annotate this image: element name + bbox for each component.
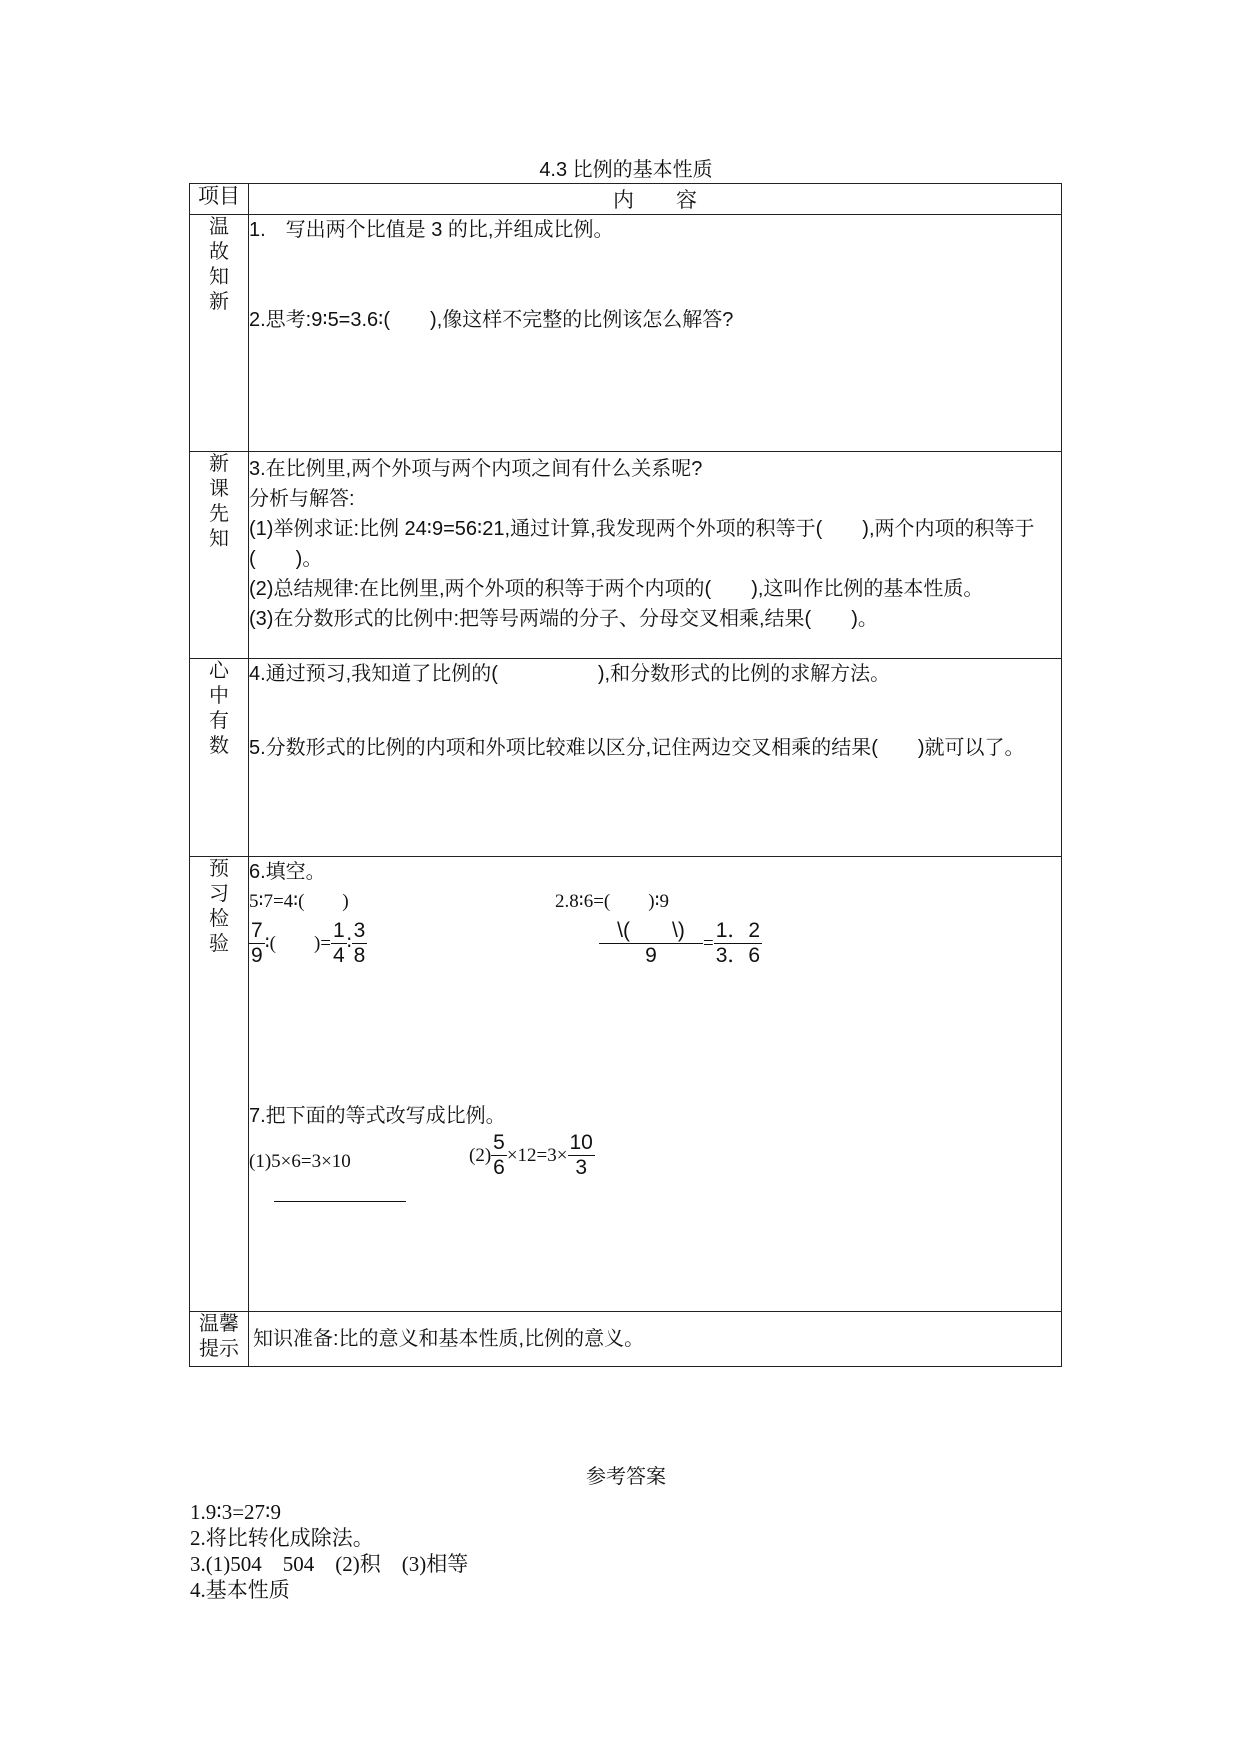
header-content: 内 容 (249, 184, 1062, 215)
exercise-6-4: $\frac{\backslash( \backslash)}{9}$ = $\frac{1.2}{3.6}$ (599, 919, 762, 968)
answer-blank-line (274, 1201, 406, 1202)
content-mind (249, 659, 1062, 857)
fraction-3-8: $\frac{3}{8}$ (353, 919, 366, 967)
page-title: 4.3 比例的基本性质 (539, 159, 713, 181)
exercise-7-1: (1)5×6=3×10 (249, 1151, 351, 1172)
label-preview: 新课先知 (190, 452, 249, 659)
answers-title: 参考答案 (586, 1466, 666, 1488)
question-6: 6.填空。 (249, 861, 326, 883)
question-1: 1. 写出两个比值是 3 的比,并组成比例。 (249, 219, 614, 241)
content-check (249, 857, 1062, 1312)
content-preview (249, 452, 1062, 659)
question-2: 2.思考:9∶5=3.6∶( ),像这样不完整的比例该怎么解答? (249, 309, 734, 331)
fraction-blank-9: $\frac{\backslash( \backslash)}{9}$ (599, 919, 703, 968)
step-3: (3)在分数形式的比例中:把等号两端的分子、分母交叉相乘,结果( )。 (249, 608, 878, 630)
answer-line-1: 1.9∶3=27∶9 (190, 1500, 282, 1524)
question-3: 3.在比例里,两个外项与两个内项之间有什么关系呢? (249, 458, 703, 480)
row-mind (190, 659, 1062, 857)
answer-line-3: 3.(1)504 504 (2)积 (3)相等 (190, 1552, 469, 1576)
label-tip: 温馨提示 (190, 1312, 249, 1367)
fraction-10-3: $\frac{10}{3}$ (569, 1131, 593, 1179)
fraction-1.2-3.6: $\frac{1.2}{3.6}$ (715, 919, 761, 967)
fraction-1-4: $\frac{1}{4}$ (333, 919, 345, 967)
answer-line-2: 2.将比转化成除法。 (190, 1526, 374, 1550)
label-review: 温故知新 (190, 215, 249, 452)
exercise-6-3: $\frac{7}{9}$ ∶( )= $\frac{1}{4}$ ∶ $\frac{3}{8}$ (251, 919, 366, 967)
label-check: 预习检验 (190, 857, 249, 1312)
row-tip (190, 1312, 1062, 1367)
analysis-label: 分析与解答: (249, 488, 355, 510)
fraction-5-6: $\frac{5}{6}$ (493, 1131, 505, 1179)
header-project: 项目 (190, 184, 249, 215)
content-review (249, 215, 1062, 452)
answer-section (190, 1460, 1062, 1603)
question-4: 4.通过预习,我知道了比例的( ),和分数形式的比例的求解方法。 (249, 663, 891, 685)
row-review (190, 215, 1062, 452)
content-tip: 知识准备:比的意义和基本性质,比例的意义。 (249, 1312, 1062, 1367)
fraction-7-9: $\frac{7}{9}$ (251, 919, 263, 967)
exercise-6-1: 5∶7=4∶( ) (249, 891, 349, 912)
question-5: 5.分数形式的比例的内项和外项比较难以区分,记住两边交叉相乘的结果( )就可以了。 (249, 737, 1025, 759)
row-check (190, 857, 1062, 1312)
step-1: (1)举例求证:比例 24∶9=56∶21,通过计算,我发现两个外项的积等于( ),两个内项的积等于( )。 (249, 518, 1035, 570)
worksheet-table (189, 183, 1062, 1367)
label-mind: 心中有数 (190, 659, 249, 857)
step-2: (2)总结规律:在比例里,两个外项的积等于两个内项的( ),这叫作比例的基本性质。 (249, 578, 984, 600)
question-7: 7.把下面的等式改写成比例。 (249, 1105, 506, 1127)
exercise-6-2: 2.8∶6=( )∶9 (555, 891, 670, 912)
exercise-7-2: (2) $\frac{5}{6}$ ×12=3× $\frac{10}{3}$ (469, 1131, 593, 1179)
table-header-row (190, 184, 1062, 215)
row-preview (190, 452, 1062, 659)
answer-line-4: 4.基本性质 (190, 1578, 290, 1602)
